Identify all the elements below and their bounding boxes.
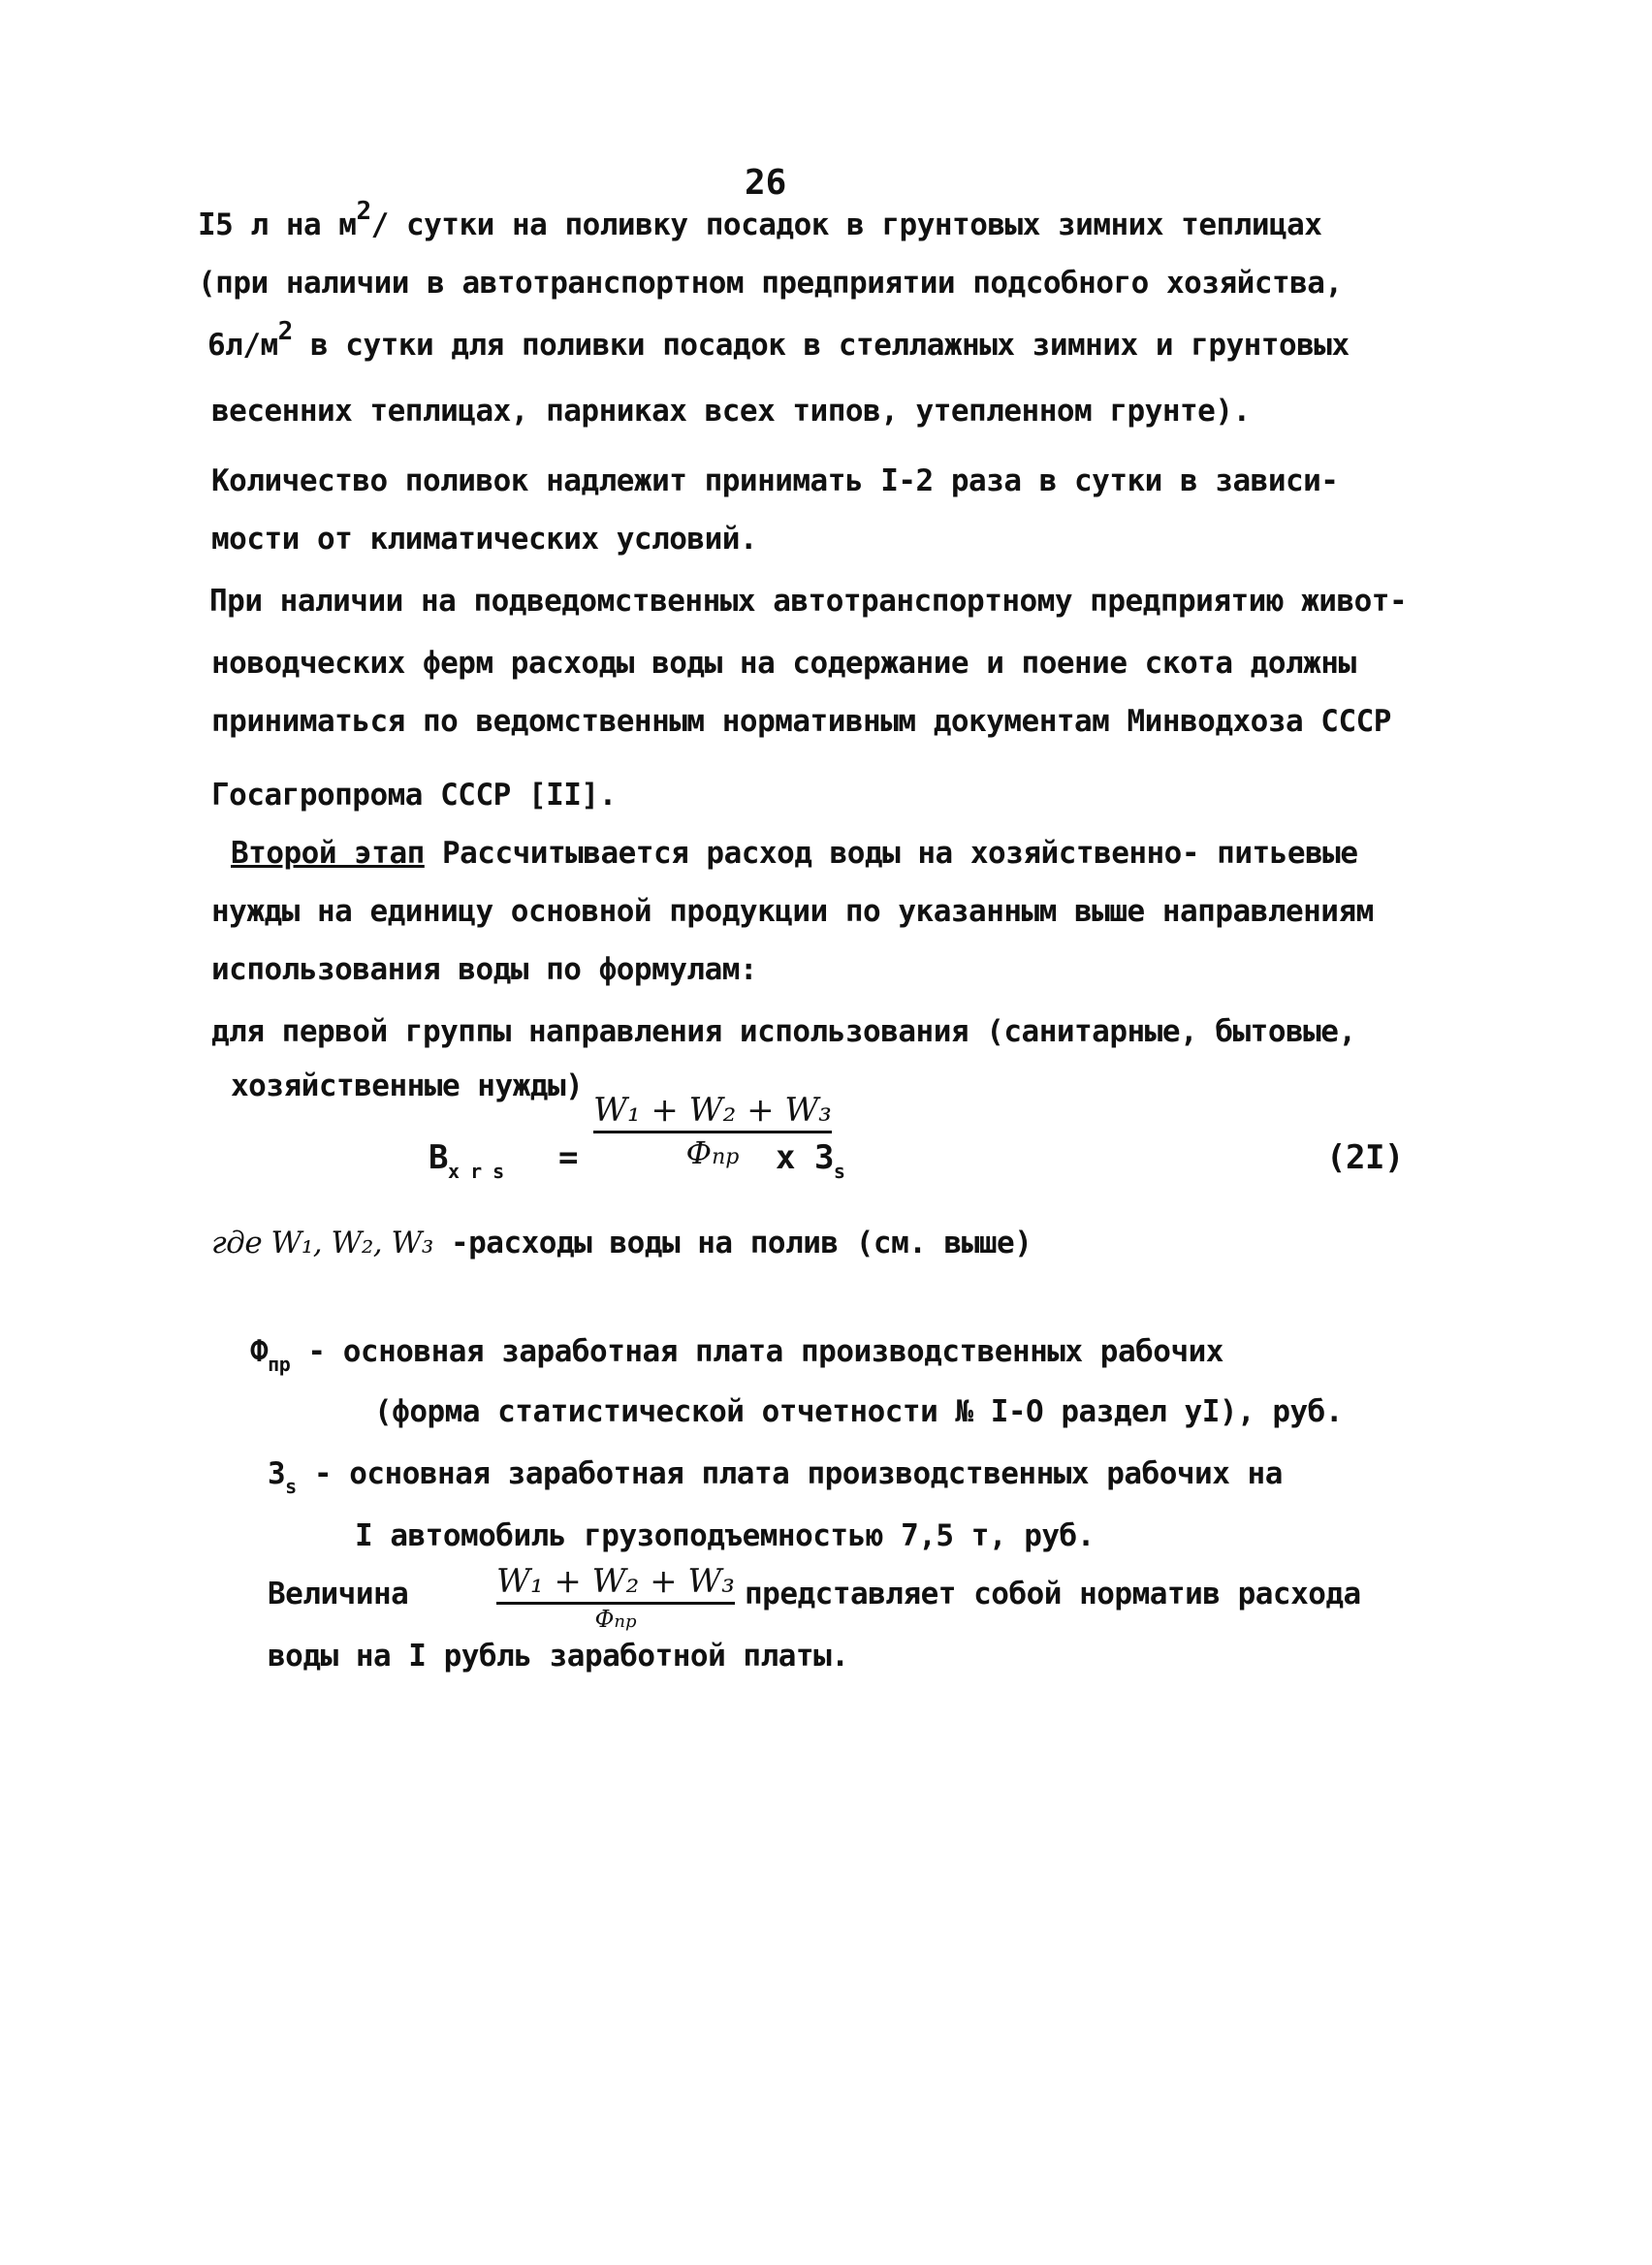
formula-denominator-symbol: Ф <box>685 1134 713 1171</box>
text-line-8: новодческих ферм расходы воды на содержание и поение скота должны <box>211 646 1356 681</box>
formula-times-sub: s <box>833 1160 845 1183</box>
def-z-line <box>268 1454 1283 1496</box>
formula-denominator <box>686 1135 740 1175</box>
text-line-13: использования воды по формулам: <box>211 952 758 987</box>
text-line-4: весенних теплицах, парниках всех типов, утепленном грунте). <box>211 394 1251 429</box>
line-3-rest: в сутки для поливки посадок в стеллажных зимних и грунтовых <box>292 328 1350 363</box>
stage-heading: Второй этап <box>231 836 425 871</box>
tail-denominator-symbol: Ф <box>594 1606 615 1633</box>
formula-lhs-sub: x r s <box>447 1160 504 1183</box>
formula-number: (2I) <box>1326 1138 1404 1177</box>
formula-lhs-symbol: B <box>429 1138 448 1177</box>
def-f-sub: пр <box>268 1353 291 1376</box>
text-line-3 <box>207 317 1350 367</box>
tail-fraction-bar <box>496 1602 735 1605</box>
text-line-12: нужды на единицу основной продукции по указанным выше направлениям <box>211 894 1374 929</box>
line-1-sup: 2 <box>356 197 371 226</box>
def-f-text: - основная заработная плата производственных рабочих <box>290 1334 1223 1369</box>
where-text: -расходы воды на полив (см. выше) <box>432 1226 1032 1260</box>
line-11-rest: Рассчитывается расход воды на хозяйственно- питьевые <box>424 836 1358 871</box>
text-line-9: приниматься по ведомственным нормативным документам Минводхоза СССР <box>211 704 1391 739</box>
text-line-15: хозяйственные нужды) <box>231 1069 584 1103</box>
line-3-sup: 2 <box>277 317 293 346</box>
def-f-line-2: (форма статистической отчетности № I-О раздел уI), руб. <box>374 1394 1343 1429</box>
tail-last-line: воды на I рубль заработной платы. <box>268 1639 849 1674</box>
tail-rest: представляет собой норматив расхода <box>745 1577 1361 1611</box>
tail-denominator-sub: пр <box>614 1611 637 1632</box>
formula-multiplier <box>776 1138 844 1181</box>
tail-denominator <box>594 1607 636 1635</box>
tail-numerator: W₁ + W₂ + W₃ <box>496 1562 735 1601</box>
text-line-11 <box>231 834 1357 873</box>
text-line-1 <box>198 197 1322 246</box>
where-symbols: где W₁, W₂, W₃ <box>211 1226 433 1260</box>
formula-numerator: W₁ + W₂ + W₃ <box>593 1091 832 1130</box>
formula-lhs <box>429 1138 504 1181</box>
text-line-2: (при наличии в автотранспортном предприятии подсобного хозяйства, <box>198 266 1343 301</box>
text-line-6: мости от климатических условий. <box>211 522 758 557</box>
tail-word: Величина <box>268 1577 409 1611</box>
line-1-rest: / сутки на поливку посадок в грунтовых зимних теплицах <box>370 207 1322 242</box>
line-1-start: I5 л на м <box>198 207 357 242</box>
page-number: 26 <box>745 163 787 203</box>
formula-times: x З <box>776 1138 834 1177</box>
def-z-text: - основная заработная плата производственных рабочих на <box>296 1456 1283 1491</box>
def-z-line-2: I автомобиль грузоподъемностью 7,5 т, руб. <box>355 1518 1095 1553</box>
def-f-line <box>250 1332 1223 1374</box>
formula-denominator-sub: пр <box>712 1145 740 1169</box>
where-line <box>211 1224 1032 1262</box>
text-line-5: Количество поливок надлежит принимать I-2 раза в сутки в зависи- <box>211 463 1339 498</box>
text-line-10: Госагропрома СССР [II]. <box>211 778 617 813</box>
def-z-sub: s <box>285 1475 297 1498</box>
def-f-symbol: Ф <box>250 1334 269 1369</box>
text-line-14: для первой группы направления использования (санитарные, бытовые, <box>211 1014 1356 1049</box>
line-3-start: 6л/м <box>207 328 278 363</box>
fraction-bar <box>593 1131 832 1133</box>
formula-equals: = <box>558 1138 578 1177</box>
text-line-7: При наличии на подведомственных автотранспортному предприятию живот- <box>209 584 1408 619</box>
def-z-symbol: З <box>268 1456 286 1491</box>
tail-fraction <box>496 1563 735 1635</box>
